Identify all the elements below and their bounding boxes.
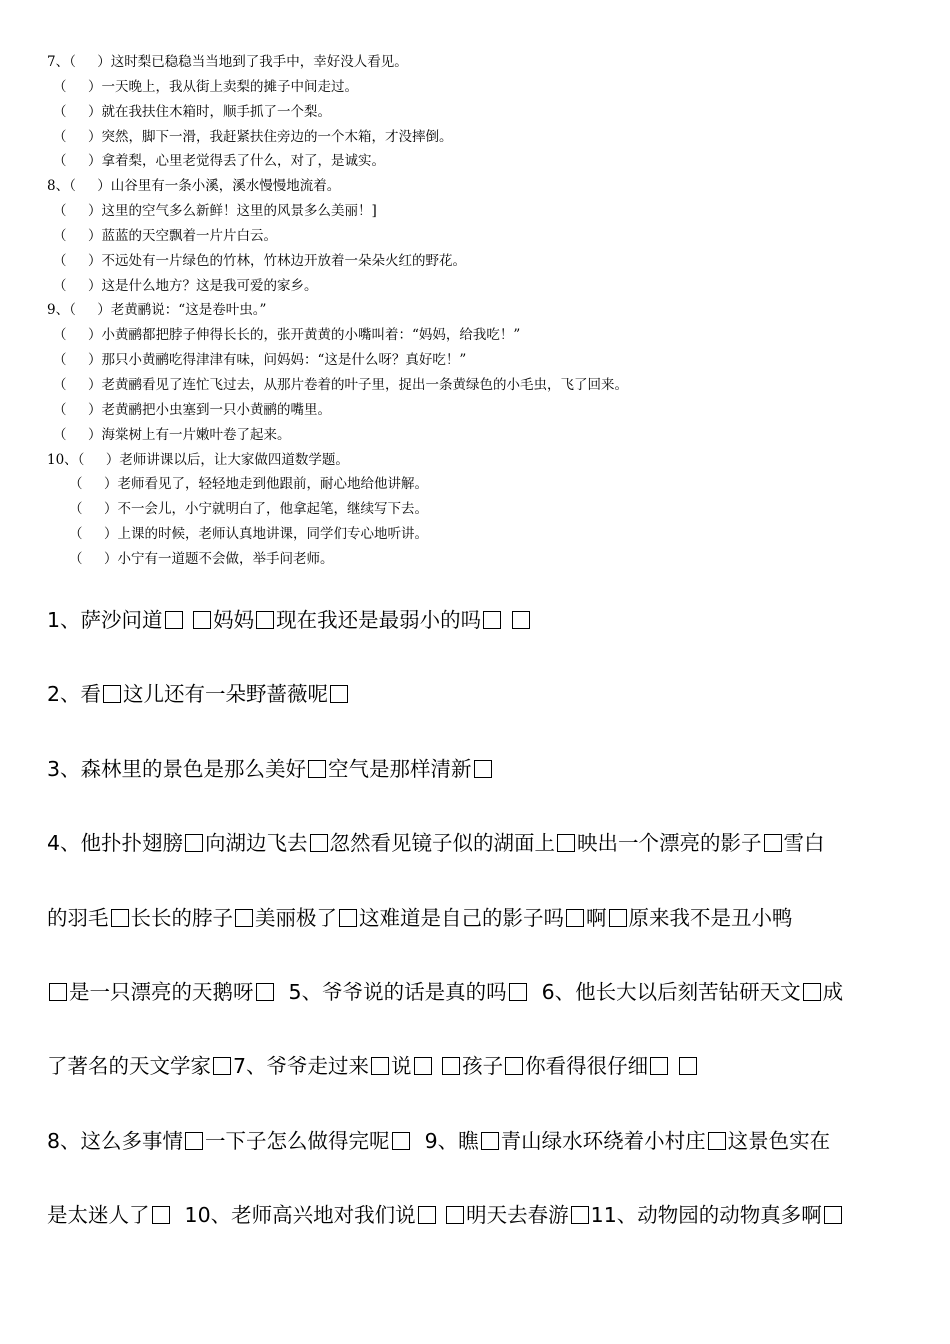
punctuation-line <box>47 1119 909 1193</box>
sentence-text: 是太迷人了 <box>47 1203 150 1228</box>
punctuation-answer-box[interactable] <box>165 611 183 629</box>
punctuation-answer-box[interactable] <box>49 983 67 1001</box>
ordering-sentence: （ ）小黄鹂都把脖子伸得长长的，张开黄黄的小嘴叫着：“妈妈，给我吃！” <box>53 327 521 344</box>
punctuation-answer-box[interactable] <box>235 909 253 927</box>
ordering-sentence: （ ）不远处有一片绿色的竹林，竹林边开放着一朵朵火红的野花。 <box>53 252 466 269</box>
ordering-sentence: （ ）小宁有一道题不会做，举手问老师。 <box>69 550 334 567</box>
punctuation-fill-section <box>47 598 909 1268</box>
punctuation-answer-box[interactable] <box>330 685 348 703</box>
punctuation-line <box>47 1193 909 1267</box>
punctuation-answer-box[interactable] <box>708 1132 726 1150</box>
sentence-text: 7、爷爷走过来 <box>233 1054 370 1079</box>
punctuation-answer-box[interactable] <box>256 611 274 629</box>
sentence-text: 了著名的天文学家 <box>47 1054 211 1079</box>
punctuation-answer-box[interactable] <box>679 1057 697 1075</box>
sentence-text: 孩子 <box>462 1054 504 1079</box>
sentence-text: 2、看 <box>47 682 102 707</box>
sentence-text <box>503 608 510 632</box>
punctuation-answer-box[interactable] <box>103 685 121 703</box>
ordering-sentence: （ ）海棠树上有一片嫩叶卷了起来。 <box>53 426 291 443</box>
punctuation-line <box>47 598 909 672</box>
ordering-sentence: （ ）这是什么地方？这是我可爱的家乡。 <box>53 277 318 294</box>
sentence-text: 1、萨沙问道 <box>47 608 163 632</box>
punctuation-answer-box[interactable] <box>824 1206 842 1224</box>
sentence-ordering-section <box>47 50 907 572</box>
sentence-text: 成 <box>822 979 844 1004</box>
sentence-text: 8、这么多事情 <box>47 1128 184 1153</box>
sentence-text: 9、瞧 <box>411 1128 479 1153</box>
sentence-text <box>670 1054 677 1078</box>
ordering-sentence: （ ）老黄鹂把小虫塞到一只小黄鹂的嘴里。 <box>53 401 331 418</box>
exercise-heading-line: 10、（ ）老师讲课以后，让大家做四道数学题。 <box>47 451 349 468</box>
ordering-sentence: （ ）那只小黄鹂吃得津津有味，问妈妈：“这是什么呀？真好吃！” <box>53 352 467 369</box>
ordering-sentence: （ ）老黄鹂看见了连忙飞过去，从那片卷着的叶子里，捉出一条黄绿色的小毛虫，飞了回来。 <box>53 376 628 393</box>
ordering-sentence: （ ）上课的时候，老师认真地讲课，同学们专心地听讲。 <box>69 526 428 543</box>
punctuation-answer-box[interactable] <box>308 760 326 778</box>
sentence-text: 雪白 <box>783 831 825 856</box>
sentence-text: 这景色实在 <box>727 1128 831 1153</box>
punctuation-answer-box[interactable] <box>481 1132 499 1150</box>
ordering-sentence: （ ）突然，脚下一滑，我赶紧扶住旁边的一个木箱，才没摔倒。 <box>53 128 453 145</box>
punctuation-answer-box[interactable] <box>310 834 328 852</box>
punctuation-answer-box[interactable] <box>509 983 527 1001</box>
ordering-sentence: （ ）一天晚上，我从街上卖梨的摊子中间走过。 <box>53 78 358 95</box>
sentence-text: 这儿还有一朵野蔷薇呢 <box>123 682 329 707</box>
punctuation-line <box>47 896 909 970</box>
punctuation-answer-box[interactable] <box>571 1206 589 1224</box>
punctuation-answer-box[interactable] <box>152 1206 170 1224</box>
punctuation-answer-box[interactable] <box>803 983 821 1001</box>
sentence-text <box>438 1203 445 1227</box>
sentence-text: 的羽毛 <box>47 905 109 930</box>
punctuation-answer-box[interactable] <box>371 1057 389 1075</box>
ordering-sentence: （ ）不一会儿，小宁就明白了，他拿起笔，继续写下去。 <box>69 501 428 518</box>
sentence-text: 原来我不是丑小鸭 <box>628 905 793 930</box>
punctuation-line <box>47 970 909 1044</box>
sentence-text: 6、他长大以后刻苦钻研天文 <box>528 979 801 1004</box>
sentence-text: 5、爷爷说的话是真的吗 <box>275 979 507 1004</box>
sentence-text: 你看得很仔细 <box>525 1054 649 1079</box>
punctuation-line <box>47 1044 909 1118</box>
sentence-text: 11、动物园的动物真多啊 <box>590 1203 822 1228</box>
punctuation-answer-box[interactable] <box>185 834 203 852</box>
punctuation-answer-box[interactable] <box>512 611 530 629</box>
sentence-text: 说 <box>391 1054 412 1079</box>
sentence-text: 空气是那样清新 <box>328 756 472 781</box>
punctuation-answer-box[interactable] <box>764 834 782 852</box>
punctuation-answer-box[interactable] <box>446 1206 464 1224</box>
sentence-text: 4、他扑扑翅膀 <box>47 831 184 856</box>
sentence-text: 妈妈 <box>213 608 255 632</box>
punctuation-answer-box[interactable] <box>213 1057 231 1075</box>
punctuation-answer-box[interactable] <box>474 760 492 778</box>
sentence-text: 明天去春游 <box>466 1203 569 1228</box>
punctuation-answer-box[interactable] <box>505 1057 523 1075</box>
punctuation-answer-box[interactable] <box>193 611 211 629</box>
punctuation-answer-box[interactable] <box>392 1132 410 1150</box>
sentence-text: 是一只漂亮的天鹅呀 <box>69 979 254 1004</box>
sentence-text <box>185 608 192 632</box>
punctuation-answer-box[interactable] <box>557 834 575 852</box>
exercise-heading-line: 7、（ ）这时梨已稳稳当当地到了我手中，幸好没人看见。 <box>47 54 408 70</box>
sentence-text: 向湖边飞去 <box>205 831 308 856</box>
punctuation-answer-box[interactable] <box>418 1206 436 1224</box>
ordering-sentence: （ ）就在我扶住木箱时，顺手抓了一个梨。 <box>53 103 331 120</box>
ordering-sentence: （ ）蓝蓝的天空飘着一片片白云。 <box>53 227 277 244</box>
sentence-text: 10、老师高兴地对我们说 <box>171 1203 416 1228</box>
sentence-text <box>434 1054 441 1078</box>
sentence-text: 美丽极了 <box>255 905 337 930</box>
sentence-text: 长长的脖子 <box>130 905 233 930</box>
ordering-sentence: （ ）这里的空气多么新鲜！这里的风景多么美丽！] <box>53 203 377 220</box>
sentence-text: 3、森林里的景色是那么美好 <box>47 756 307 781</box>
punctuation-answer-box[interactable] <box>256 983 274 1001</box>
punctuation-answer-box[interactable] <box>339 909 357 927</box>
punctuation-answer-box[interactable] <box>650 1057 668 1075</box>
punctuation-line <box>47 747 909 821</box>
punctuation-answer-box[interactable] <box>566 909 584 927</box>
punctuation-answer-box[interactable] <box>609 909 627 927</box>
punctuation-line <box>47 821 909 895</box>
ordering-sentence: （ ）拿着梨，心里老觉得丢了什么，对了，是诚实。 <box>53 153 385 170</box>
sentence-text: 一下子怎么做得完呢 <box>205 1128 390 1153</box>
sentence-text: 映出一个漂亮的影子 <box>577 831 762 856</box>
ordering-sentence: （ ）老师看见了，轻轻地走到他跟前，耐心地给他讲解。 <box>69 476 428 493</box>
punctuation-answer-box[interactable] <box>111 909 129 927</box>
punctuation-line <box>47 672 909 746</box>
punctuation-answer-box[interactable] <box>414 1057 432 1075</box>
exercise-heading-line: 8、（ ）山谷里有一条小溪，溪水慢慢地流着。 <box>47 178 341 195</box>
punctuation-answer-box[interactable] <box>483 611 501 629</box>
sentence-text: 啊 <box>586 905 607 930</box>
sentence-text: 青山绿水环绕着小村庄 <box>500 1128 706 1153</box>
sentence-text: 现在我还是最弱小的吗 <box>276 608 482 632</box>
punctuation-answer-box[interactable] <box>442 1057 460 1075</box>
sentence-text: 忽然看见镜子似的湖面上 <box>329 831 556 856</box>
sentence-text: 这难道是自己的影子吗 <box>359 905 564 930</box>
punctuation-answer-box[interactable] <box>185 1132 203 1150</box>
exercise-heading-line: 9、（ ）老黄鹂说：“这是卷叶虫。” <box>47 302 267 319</box>
